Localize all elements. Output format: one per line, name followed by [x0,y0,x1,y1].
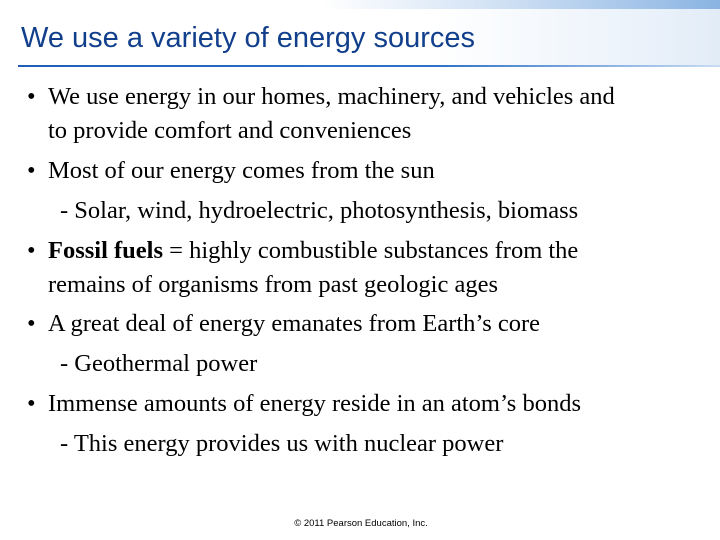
bullet-text-wrap [48,234,578,268]
sub-item [0,194,720,228]
bullet-dot: • [27,237,36,264]
bullet-item [0,80,720,114]
bullet-dot: • [27,83,36,110]
bullet-continuation [0,268,720,301]
bullet-text: Most of our energy comes from the sun [48,157,435,184]
sub-item [0,347,720,381]
header-gradient-bar [0,0,720,9]
continuation-text: remains of organisms from past geologic ages [48,271,498,298]
copyright-footer [0,518,720,529]
bullet-dot: • [27,310,36,337]
bullet-text: A great deal of energy emanates from Earth’s core [48,310,541,337]
copyright-text: © 2011 Pearson Education, Inc. [294,518,428,529]
bullet-continuation [0,114,720,147]
title-underline [18,65,720,67]
bullet-item [0,234,720,268]
bullet-text: = highly combustible substances from the [163,237,579,264]
bullet-item [0,387,720,421]
bullet-list [0,80,720,461]
continuation-text: to provide comfort and conveniences [48,117,412,144]
bullet-item [0,154,720,188]
sub-item-text: - Solar, wind, hydroelectric, photosynthesis, biomass [60,197,579,224]
bold-term: Fossil fuels [48,237,164,264]
bullet-dot: • [27,157,36,184]
bullet-item [0,307,720,341]
bullet-text: Immense amounts of energy reside in an atom’s bonds [48,390,581,417]
sub-item [0,427,720,461]
sub-item-text: - Geothermal power [60,350,258,377]
bullet-text: We use energy in our homes, machinery, and vehicles and [48,83,615,110]
title-area [0,9,720,67]
sub-item-text: - This energy provides us with nuclear power [60,430,504,457]
slide-title: We use a variety of energy sources [21,22,476,54]
bullet-dot: • [27,390,36,417]
